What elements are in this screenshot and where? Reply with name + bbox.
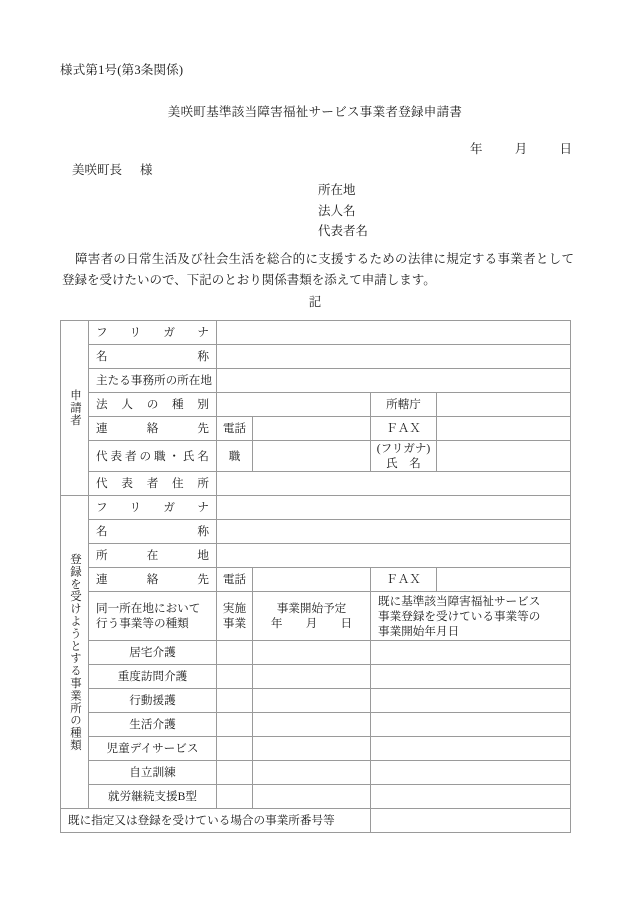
field-service-start-date[interactable] [253,689,371,713]
side-label-applicant-text: 申請者 [69,389,81,427]
header-existing-line2: 事業登録を受けている事業等の [378,609,541,623]
service-type-label: 児童デイサービス [89,737,217,761]
field-service-existing-date[interactable] [371,689,571,713]
field-applicant-tel[interactable] [253,417,371,441]
side-label-registration [61,496,89,809]
header-service-type-line2: 行う事業等の種類 [96,617,189,630]
field-registration-name[interactable] [217,520,571,544]
field-service-implementation[interactable] [217,785,253,809]
field-service-start-date[interactable] [253,737,371,761]
table-row-service [61,665,571,689]
header-start-date-line2: 年 月 日 [270,617,353,630]
service-type-label: 自立訓練 [89,761,217,785]
table-row [61,544,571,568]
party-address-label: 所在地 [318,183,356,197]
label-applicant-rep-name [371,441,437,472]
table-row-service-header [61,592,571,641]
label-registration-address: 所在地 [89,544,217,568]
form-number: 様式第1号(第3条関係) [60,63,184,77]
service-type-label: 重度訪問介護 [89,665,217,689]
table-row [61,345,571,369]
label-registration-fax: ＦＡＸ [371,568,437,592]
field-service-implementation[interactable] [217,737,253,761]
label-registration-contact: 連絡先 [89,568,217,592]
table-row [61,369,571,393]
table-row-service [61,689,571,713]
field-applicant-fax[interactable] [437,417,571,441]
label-applicant-jurisdiction: 所轄庁 [371,393,437,417]
addressee-honorific: 様 [140,163,153,177]
field-applicant-furigana[interactable] [217,321,571,345]
party-corporation-label: 法人名 [318,203,356,218]
label-applicant-corporation-type: 法人の種別 [89,393,217,417]
table-row [61,393,571,417]
field-service-start-date[interactable] [253,665,371,689]
label-applicant-rep-address: 代表者住所 [89,472,217,496]
header-implementation [217,592,253,641]
field-existing-office-number[interactable] [371,809,571,833]
label-applicant-main-office-address: 主たる事務所の所在地 [89,369,217,393]
field-service-implementation[interactable] [217,713,253,737]
label-applicant-rep-furigana: (フリガナ) [376,442,431,455]
table-row [61,568,571,592]
header-service-type [89,592,217,641]
ki-mark: 記 [308,295,322,309]
label-applicant-furigana: フリガナ [89,321,217,345]
table-row [61,417,571,441]
field-registration-furigana[interactable] [217,496,571,520]
field-service-existing-date[interactable] [371,785,571,809]
label-applicant-contact: 連絡先 [89,417,217,441]
side-label-applicant [61,321,89,496]
field-service-start-date[interactable] [253,785,371,809]
label-applicant-post: 職 [217,441,253,472]
label-applicant-fax: ＦＡＸ [371,417,437,441]
field-service-existing-date[interactable] [371,737,571,761]
table-row [61,441,571,472]
table-row-service [61,737,571,761]
label-registration-furigana: フリガナ [89,496,217,520]
field-service-implementation[interactable] [217,689,253,713]
table-row-service [61,761,571,785]
field-registration-tel[interactable] [253,568,371,592]
field-applicant-post[interactable] [253,441,371,472]
header-implementation-line1: 実施 [222,602,247,615]
table-row-service [61,641,571,665]
field-applicant-corporation-type[interactable] [217,393,371,417]
field-applicant-jurisdiction[interactable] [437,393,571,417]
label-applicant-rep-title-name: 代表者の職・氏名 [89,441,217,472]
body-paragraph: 障害者の日常生活及び社会生活を総合的に支援するための法律に規定する事業者として登録を受けたいので、下記のとおり関係書類を添えて申請します。 [62,252,574,287]
field-applicant-main-office-address[interactable] [217,369,571,393]
application-form-table [60,320,571,833]
field-applicant-rep-name[interactable] [437,441,571,472]
header-existing-registration [371,592,571,641]
table-row-service [61,713,571,737]
label-registration-tel: 電話 [217,568,253,592]
addressee-name: 美咲町長 [72,163,123,177]
field-registration-address[interactable] [217,544,571,568]
field-service-implementation[interactable] [217,641,253,665]
field-service-implementation[interactable] [217,761,253,785]
field-service-start-date[interactable] [253,761,371,785]
table-row [61,520,571,544]
field-service-start-date[interactable] [253,641,371,665]
document-title: 美咲町基準該当障害福祉サービス事業者登録申請書 [167,105,463,119]
label-applicant-name: 名称 [89,345,217,369]
label-registration-name: 名称 [89,520,217,544]
applicant-signature-block [318,180,368,242]
field-registration-fax[interactable] [437,568,571,592]
table-row [61,496,571,520]
addressee [72,160,153,178]
header-implementation-line2: 事業 [222,617,247,630]
label-applicant-tel: 電話 [217,417,253,441]
table-row-service [61,785,571,809]
field-service-implementation[interactable] [217,665,253,689]
field-service-start-date[interactable] [253,713,371,737]
table-row [61,472,571,496]
service-type-label: 生活介護 [89,713,217,737]
field-service-existing-date[interactable] [371,713,571,737]
label-existing-office-number: 既に指定又は登録を受けている場合の事業所番号等 [61,809,371,833]
table-row-footer [61,809,571,833]
header-existing-line1: 既に基準該当障害福祉サービス [378,594,541,608]
header-service-type-line1: 同一所在地において [96,602,201,615]
service-type-label: 就労継続支援B型 [89,785,217,809]
field-applicant-name[interactable] [217,345,571,369]
date-day: 日 [559,142,572,156]
field-service-existing-date[interactable] [371,641,571,665]
date-line [0,139,572,157]
field-service-existing-date[interactable] [371,761,571,785]
header-existing-line3: 事業開始年月日 [378,624,460,638]
service-type-label: 居宅介護 [89,641,217,665]
date-year: 年 [469,142,483,156]
header-start-date [253,592,371,641]
table-row [61,321,571,345]
side-label-registration-text: 登録を受けようとする事業所の種類 [69,552,81,752]
header-start-date-line1: 事業開始予定 [276,602,347,615]
field-service-existing-date[interactable] [371,665,571,689]
service-type-label: 行動援護 [89,689,217,713]
label-applicant-rep-name-text: 氏 名 [386,457,421,470]
field-applicant-rep-address[interactable] [217,472,571,496]
party-representative-label: 代表者名 [318,224,369,238]
date-month: 月 [514,142,528,156]
